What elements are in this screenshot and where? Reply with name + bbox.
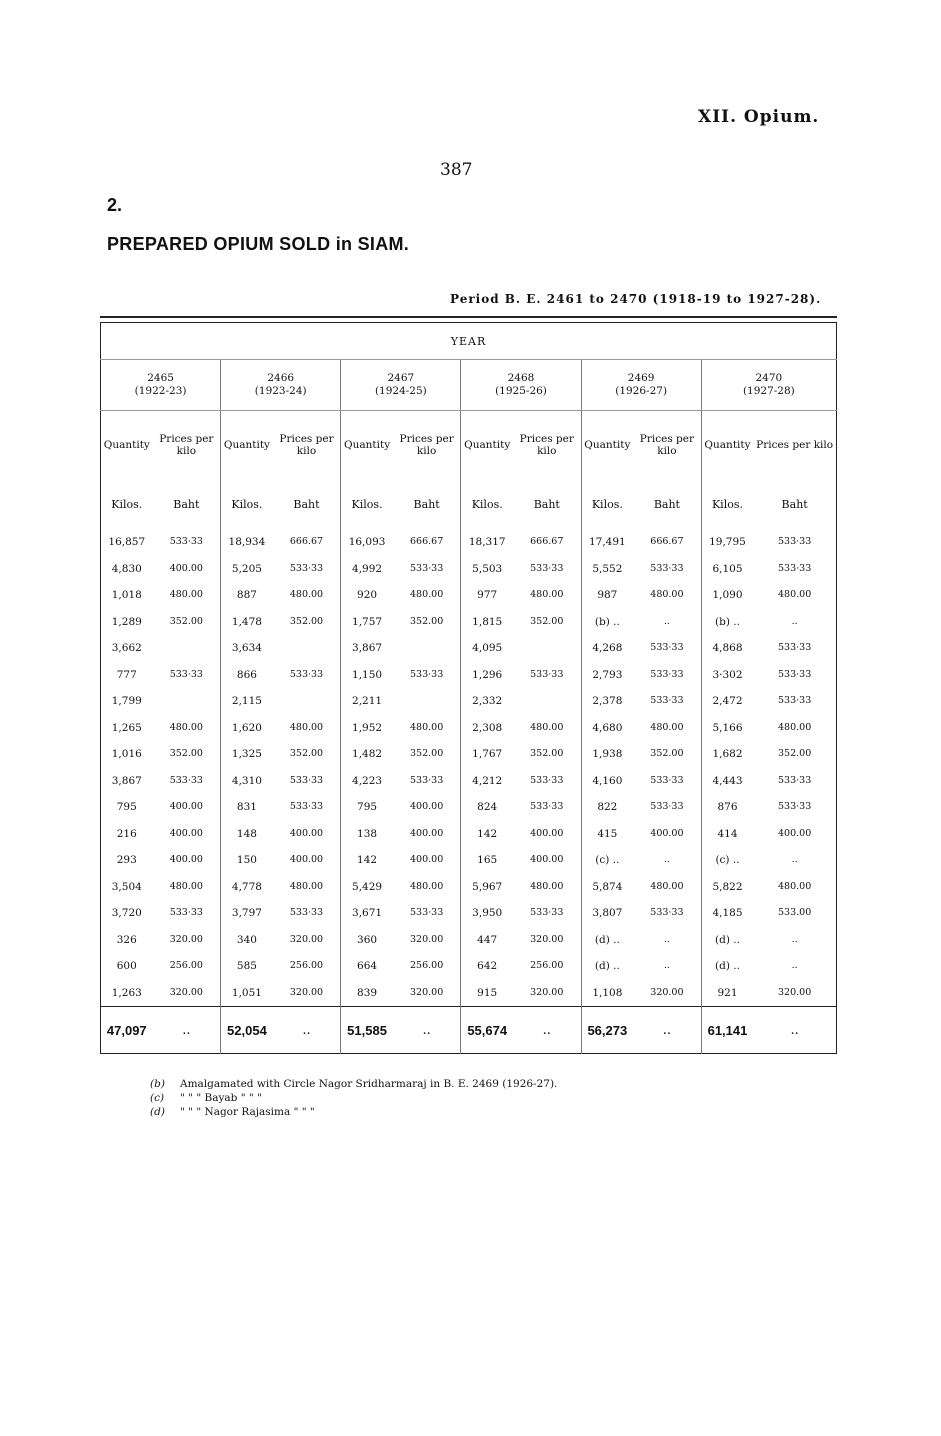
- year-header-row: [101, 360, 837, 411]
- price-cell: 666.67: [530, 536, 564, 548]
- quantity-cell: 3,634: [221, 635, 273, 662]
- price-cell: 480.00: [289, 589, 324, 601]
- footnote-b: (b) Amalgamated with Circle Nagor Sridharmaraj in B. E. 2469 (1926-27).: [150, 1078, 558, 1090]
- column-header-quantity: Quantity: [581, 411, 633, 480]
- quantity-cell: 6,105: [701, 556, 753, 583]
- price-cell: 533·33: [410, 668, 444, 680]
- price-cell: 666.67: [650, 536, 684, 548]
- price-cell: 320.00: [530, 933, 564, 945]
- price-cell: 533·33: [530, 774, 564, 786]
- quantity-cell: 5,967: [461, 874, 513, 901]
- document-title: PREPARED OPIUM SOLD in SIAM.: [107, 234, 410, 254]
- price-cell: 533·33: [410, 907, 444, 919]
- quantity-cell: 1,938: [581, 741, 633, 768]
- price-cell: 400.00: [169, 562, 203, 574]
- total-price: ..: [513, 1007, 581, 1054]
- quantity-cell: 777: [116, 668, 137, 681]
- quantity-cell: 4,680: [581, 715, 633, 742]
- unit-baht: Baht: [413, 497, 440, 511]
- quantity-cell: 2,211: [341, 688, 393, 715]
- price-cell: 480.00: [650, 880, 684, 892]
- quantity-cell: 18,317: [461, 529, 513, 556]
- table-row: [101, 556, 837, 583]
- year-header: 2467 (1924-25): [341, 360, 461, 411]
- quantity-cell: 2,472: [701, 688, 753, 715]
- price-cell: [513, 688, 581, 715]
- quantity-cell: 2,378: [581, 688, 633, 715]
- price-cell: 666.67: [410, 536, 444, 548]
- year-header: 2466 (1923-24): [221, 360, 341, 411]
- total-price: ..: [273, 1007, 341, 1054]
- price-cell: ..: [791, 615, 798, 627]
- price-cell: 533·33: [289, 668, 324, 680]
- price-cell: 533.00: [778, 907, 812, 919]
- quantity-cell: 216: [116, 827, 137, 840]
- price-cell: 533·33: [530, 907, 564, 919]
- quantity-cell: 165: [461, 847, 513, 874]
- unit-baht: Baht: [293, 497, 320, 511]
- price-cell: 352.00: [530, 748, 564, 760]
- quantity-cell: 1,767: [461, 741, 513, 768]
- quantity-cell: 1,682: [701, 741, 753, 768]
- total-quantity: 56,273: [581, 1007, 633, 1054]
- price-cell: 400.00: [410, 801, 444, 813]
- top-rule: [100, 316, 837, 318]
- quantity-cell: 4,830: [111, 562, 142, 575]
- quantity-cell: 293: [116, 854, 137, 867]
- column-header-row: [101, 411, 837, 480]
- quantity-cell: 3,662: [111, 642, 142, 655]
- quantity-cell: 3,950: [461, 900, 513, 927]
- quantity-cell: 4,212: [461, 768, 513, 795]
- price-cell: 533·33: [530, 562, 564, 574]
- price-cell: 533·33: [650, 801, 684, 813]
- section-header: XII. Opium.: [698, 107, 820, 127]
- quantity-cell: 4,160: [581, 768, 633, 795]
- price-cell: ..: [663, 854, 670, 866]
- table-row: [101, 874, 837, 901]
- quantity-cell: 866: [221, 662, 273, 689]
- quantity-cell: 17,491: [581, 529, 633, 556]
- quantity-cell: 1,620: [221, 715, 273, 742]
- quantity-cell: 340: [221, 927, 273, 954]
- quantity-cell: 921: [701, 980, 753, 1007]
- price-cell: 533·33: [650, 695, 684, 707]
- quantity-cell: 148: [221, 821, 273, 848]
- quantity-cell: 1,051: [221, 980, 273, 1007]
- quantity-cell: 920: [341, 582, 393, 609]
- price-cell: [393, 635, 461, 662]
- quantity-cell: 1,799: [111, 695, 142, 708]
- quantity-cell: 1,090: [701, 582, 753, 609]
- price-cell: 533·33: [289, 907, 324, 919]
- quantity-cell: 447: [461, 927, 513, 954]
- quantity-cell: 4,185: [701, 900, 753, 927]
- price-cell: 320.00: [778, 986, 812, 998]
- quantity-cell: 142: [341, 847, 393, 874]
- price-cell: 533·33: [778, 801, 812, 813]
- price-cell: 320.00: [169, 986, 203, 998]
- column-header-price: Prices per kilo: [399, 433, 454, 457]
- quantity-cell: 3·302: [701, 662, 753, 689]
- price-cell: 533·33: [169, 774, 203, 786]
- total-price: ..: [753, 1007, 836, 1054]
- quantity-cell: 1,150: [341, 662, 393, 689]
- quantity-cell: 3,867: [341, 635, 393, 662]
- quantity-cell: 1,018: [111, 589, 142, 602]
- column-header-quantity: Quantity: [701, 411, 753, 480]
- price-cell: 533·33: [289, 562, 324, 574]
- quantity-cell: 822: [581, 794, 633, 821]
- unit-kilos: Kilos.: [221, 479, 273, 529]
- price-cell: 480.00: [530, 721, 564, 733]
- price-cell: 400.00: [169, 854, 203, 866]
- column-header-quantity: Quantity: [221, 411, 273, 480]
- unit-baht: Baht: [653, 497, 680, 511]
- price-cell: 352.00: [169, 748, 203, 760]
- unit-baht: Baht: [781, 497, 808, 511]
- unit-baht: Baht: [533, 497, 560, 511]
- column-header-price: Prices per kilo: [639, 433, 695, 457]
- table-row: [101, 635, 837, 662]
- quantity-cell: 3,807: [581, 900, 633, 927]
- price-cell: 533·33: [169, 907, 203, 919]
- quantity-cell: 415: [581, 821, 633, 848]
- price-cell: 480.00: [778, 589, 812, 601]
- column-header-price: Prices per kilo: [519, 433, 574, 457]
- quantity-cell: 5,166: [701, 715, 753, 742]
- table-row: [101, 768, 837, 795]
- price-cell: 480.00: [169, 721, 203, 733]
- quantity-cell: 831: [221, 794, 273, 821]
- price-cell: 480.00: [289, 721, 324, 733]
- price-cell: 352.00: [169, 615, 203, 627]
- price-cell: [273, 688, 341, 715]
- period-line: Period B. E. 2461 to 2470 (1918-19 to 1927-28).: [450, 292, 822, 306]
- price-cell: 400.00: [169, 827, 203, 839]
- quantity-cell: 414: [701, 821, 753, 848]
- price-cell: 352.00: [650, 748, 684, 760]
- total-price: ..: [153, 1007, 221, 1054]
- price-cell: ..: [663, 615, 670, 627]
- unit-kilos: Kilos.: [581, 479, 633, 529]
- price-cell: 533·33: [410, 774, 444, 786]
- price-cell: 533·33: [530, 668, 564, 680]
- price-cell: 533·33: [289, 774, 324, 786]
- price-cell: 320.00: [410, 986, 444, 998]
- quantity-cell: 4,868: [701, 635, 753, 662]
- table-row: [101, 927, 837, 954]
- quantity-cell: 4,778: [221, 874, 273, 901]
- quantity-cell: 3,797: [221, 900, 273, 927]
- footnote-c: (c) " " " Bayab " " ": [150, 1092, 262, 1104]
- quantity-cell: (b) ..: [701, 609, 753, 636]
- price-cell: 533·33: [650, 907, 684, 919]
- quantity-cell: (d) ..: [581, 953, 633, 980]
- price-cell: ..: [663, 933, 670, 945]
- price-cell: 320.00: [169, 933, 203, 945]
- price-cell: 320.00: [289, 986, 324, 998]
- price-cell: 480.00: [410, 721, 444, 733]
- quantity-cell: 5,429: [341, 874, 393, 901]
- table-row: [101, 900, 837, 927]
- quantity-cell: 1,478: [221, 609, 273, 636]
- quantity-cell: 4,095: [461, 635, 513, 662]
- price-cell: 480.00: [778, 721, 812, 733]
- quantity-cell: 142: [461, 821, 513, 848]
- table-body: [101, 529, 837, 1007]
- quantity-cell: 887: [221, 582, 273, 609]
- price-cell: [153, 688, 221, 715]
- quantity-cell: 2,308: [461, 715, 513, 742]
- unit-kilos: Kilos.: [111, 497, 143, 511]
- price-cell: 533·33: [530, 801, 564, 813]
- footnote-d: (d) " " " Nagor Rajasima " " ": [150, 1106, 315, 1118]
- quantity-cell: 795: [116, 801, 137, 814]
- price-cell: 480.00: [650, 721, 684, 733]
- quantity-cell: 1,289: [111, 615, 142, 628]
- price-cell: 400.00: [410, 854, 444, 866]
- quantity-cell: 2,793: [581, 662, 633, 689]
- price-cell: ..: [791, 960, 798, 972]
- quantity-cell: 1,265: [111, 721, 142, 734]
- price-cell: 352.00: [289, 615, 324, 627]
- quantity-cell: 4,992: [341, 556, 393, 583]
- column-header-price: Prices per kilo: [159, 433, 214, 457]
- quantity-cell: 3,504: [111, 880, 142, 893]
- table-row: [101, 609, 837, 636]
- price-cell: [273, 635, 341, 662]
- price-cell: 400.00: [289, 854, 324, 866]
- quantity-cell: 795: [341, 794, 393, 821]
- quantity-cell: 18,934: [221, 529, 273, 556]
- price-cell: [153, 635, 221, 662]
- quantity-cell: 16,857: [108, 536, 146, 549]
- unit-kilos: Kilos.: [701, 479, 753, 529]
- quantity-cell: 915: [461, 980, 513, 1007]
- quantity-cell: 4,443: [701, 768, 753, 795]
- quantity-cell: 1,482: [341, 741, 393, 768]
- quantity-cell: (c) ..: [701, 847, 753, 874]
- price-cell: 320.00: [650, 986, 684, 998]
- price-cell: 400.00: [650, 827, 684, 839]
- year-header: 2469 (1926-27): [581, 360, 701, 411]
- total-quantity: 51,585: [341, 1007, 393, 1054]
- price-cell: 533·33: [650, 668, 684, 680]
- quantity-cell: 3,720: [111, 907, 142, 920]
- price-cell: 400.00: [530, 854, 564, 866]
- price-cell: 320.00: [289, 933, 324, 945]
- price-cell: 400.00: [778, 827, 812, 839]
- table-row: [101, 821, 837, 848]
- price-cell: 256.00: [530, 960, 564, 972]
- table-row: [101, 980, 837, 1007]
- opium-sales-table: [100, 322, 837, 1054]
- price-cell: 400.00: [289, 827, 324, 839]
- column-header-price: Prices per kilo: [756, 439, 834, 451]
- price-cell: 533·33: [169, 536, 203, 548]
- price-cell: 352.00: [410, 748, 444, 760]
- price-cell: 533·33: [778, 695, 812, 707]
- quantity-cell: (d) ..: [701, 927, 753, 954]
- quantity-cell: (c) ..: [581, 847, 633, 874]
- price-cell: 480.00: [530, 589, 564, 601]
- price-cell: ..: [791, 933, 798, 945]
- quantity-cell: 1,952: [341, 715, 393, 742]
- table-row: [101, 662, 837, 689]
- table-row: [101, 847, 837, 874]
- price-cell: ..: [791, 854, 798, 866]
- quantity-cell: (d) ..: [581, 927, 633, 954]
- quantity-cell: 1,263: [111, 986, 142, 999]
- quantity-cell: 642: [461, 953, 513, 980]
- total-quantity: 55,674: [461, 1007, 513, 1054]
- price-cell: 533·33: [778, 642, 812, 654]
- quantity-cell: 987: [581, 582, 633, 609]
- price-cell: 666.67: [289, 536, 324, 548]
- year-header: 2465 (1922-23): [101, 360, 221, 411]
- price-cell: 480.00: [169, 880, 203, 892]
- table-row: [101, 582, 837, 609]
- column-header-quantity: Quantity: [461, 411, 513, 480]
- quantity-cell: 3,671: [341, 900, 393, 927]
- total-quantity: 52,054: [221, 1007, 273, 1054]
- unit-kilos: Kilos.: [461, 479, 513, 529]
- price-cell: 533·33: [169, 668, 203, 680]
- quantity-cell: 4,268: [581, 635, 633, 662]
- price-cell: 533·33: [778, 774, 812, 786]
- price-cell: 533·33: [650, 562, 684, 574]
- quantity-cell: 664: [341, 953, 393, 980]
- quantity-cell: 5,874: [581, 874, 633, 901]
- table-row: [101, 794, 837, 821]
- totals-row: [101, 1007, 837, 1054]
- quantity-cell: 1,296: [461, 662, 513, 689]
- quantity-cell: 5,552: [581, 556, 633, 583]
- total-quantity: 47,097: [101, 1007, 153, 1054]
- quantity-cell: 4,223: [341, 768, 393, 795]
- price-cell: 480.00: [169, 589, 203, 601]
- quantity-cell: 360: [341, 927, 393, 954]
- price-cell: 256.00: [169, 960, 203, 972]
- total-quantity: 61,141: [701, 1007, 753, 1054]
- quantity-cell: 1,815: [461, 609, 513, 636]
- price-cell: 480.00: [410, 589, 444, 601]
- price-cell: 400.00: [410, 827, 444, 839]
- table-row: [101, 715, 837, 742]
- price-cell: 352.00: [289, 748, 324, 760]
- quantity-cell: 3,867: [111, 774, 142, 787]
- price-cell: 400.00: [530, 827, 564, 839]
- quantity-cell: 1,757: [341, 609, 393, 636]
- price-cell: 533·33: [778, 536, 812, 548]
- quantity-cell: 326: [116, 933, 137, 946]
- price-cell: 352.00: [778, 748, 812, 760]
- quantity-cell: (b) ..: [581, 609, 633, 636]
- year-header: 2468 (1925-26): [461, 360, 581, 411]
- price-cell: 480.00: [289, 880, 324, 892]
- column-header-quantity: Quantity: [341, 411, 393, 480]
- quantity-cell: 2,115: [221, 688, 273, 715]
- price-cell: 480.00: [650, 589, 684, 601]
- quantity-cell: 150: [221, 847, 273, 874]
- table-row: [101, 953, 837, 980]
- price-cell: [513, 635, 581, 662]
- price-cell: 320.00: [530, 986, 564, 998]
- page-number: 387: [440, 160, 473, 180]
- quantity-cell: 5,503: [461, 556, 513, 583]
- quantity-cell: 16,093: [341, 529, 393, 556]
- quantity-cell: 5,822: [701, 874, 753, 901]
- price-cell: 320.00: [410, 933, 444, 945]
- price-cell: 256.00: [289, 960, 324, 972]
- price-cell: 480.00: [530, 880, 564, 892]
- quantity-cell: 977: [461, 582, 513, 609]
- price-cell: ..: [663, 960, 670, 972]
- quantity-cell: 839: [341, 980, 393, 1007]
- quantity-cell: 600: [116, 960, 137, 973]
- quantity-cell: 4,310: [221, 768, 273, 795]
- price-cell: 533·33: [778, 562, 812, 574]
- quantity-cell: 876: [701, 794, 753, 821]
- section-number: 2.: [107, 195, 123, 215]
- quantity-cell: 1,108: [581, 980, 633, 1007]
- price-cell: 256.00: [410, 960, 444, 972]
- table-row: [101, 741, 837, 768]
- price-cell: 352.00: [530, 615, 564, 627]
- unit-row: [101, 479, 837, 529]
- price-cell: 533·33: [778, 668, 812, 680]
- total-price: ..: [393, 1007, 461, 1054]
- quantity-cell: (d) ..: [701, 953, 753, 980]
- quantity-cell: 824: [461, 794, 513, 821]
- quantity-cell: 585: [221, 953, 273, 980]
- price-cell: 533·33: [650, 774, 684, 786]
- quantity-cell: 5,205: [221, 556, 273, 583]
- price-cell: 533·33: [289, 801, 324, 813]
- price-cell: 480.00: [410, 880, 444, 892]
- price-cell: 400.00: [169, 801, 203, 813]
- year-label: YEAR: [450, 334, 487, 348]
- quantity-cell: 2,332: [461, 688, 513, 715]
- column-header-price: Prices per kilo: [279, 433, 334, 457]
- price-cell: 352.00: [410, 615, 444, 627]
- price-cell: 533·33: [410, 562, 444, 574]
- year-header: 2470 (1927-28): [701, 360, 836, 411]
- total-price: ..: [633, 1007, 701, 1054]
- quantity-cell: 138: [341, 821, 393, 848]
- price-cell: 480.00: [778, 880, 812, 892]
- unit-baht: Baht: [173, 497, 200, 511]
- price-cell: [393, 688, 461, 715]
- quantity-cell: 19,795: [701, 529, 753, 556]
- quantity-cell: 1,016: [111, 748, 142, 761]
- quantity-cell: 1,325: [221, 741, 273, 768]
- unit-kilos: Kilos.: [341, 479, 393, 529]
- table-row: [101, 529, 837, 556]
- column-header-quantity: Quantity: [103, 439, 150, 451]
- table-row: [101, 688, 837, 715]
- price-cell: 533·33: [650, 642, 684, 654]
